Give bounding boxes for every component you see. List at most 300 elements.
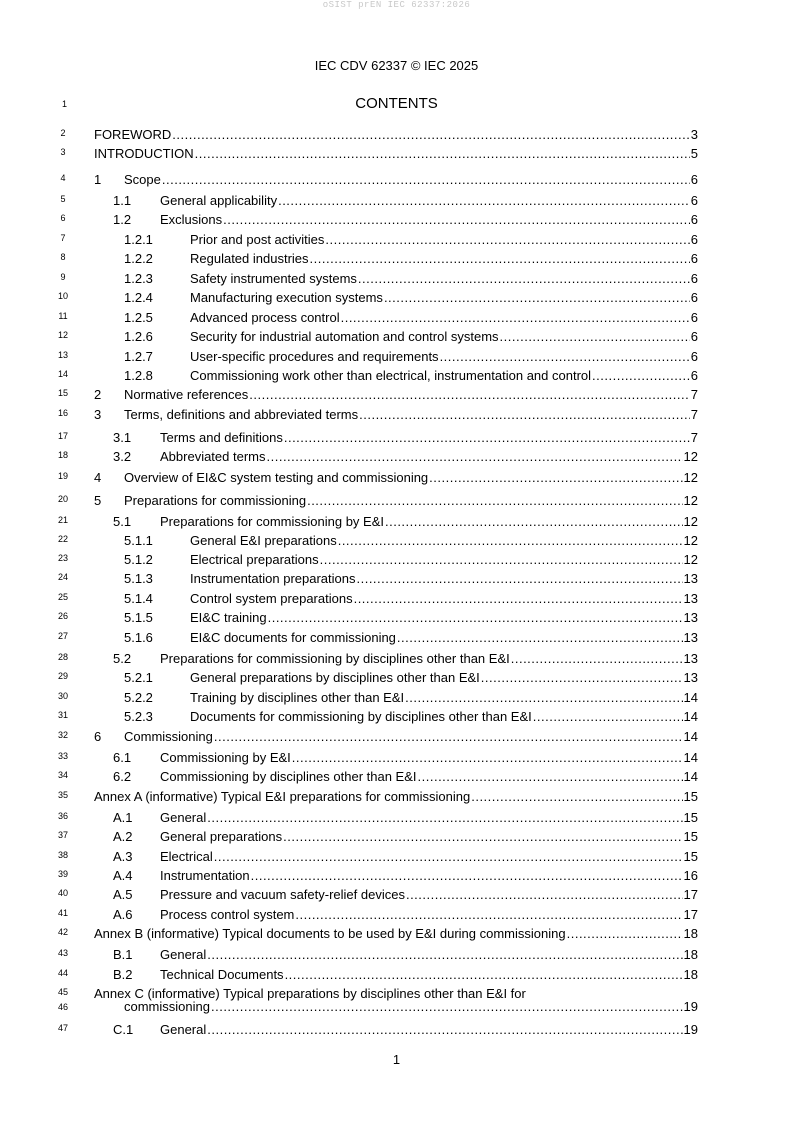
line-number: 35 (57, 790, 68, 800)
toc-entry-page: 15 (683, 849, 698, 864)
toc-entry-page: 18 (683, 967, 698, 982)
toc-link[interactable] (94, 786, 698, 804)
line-number: 2 (60, 128, 66, 138)
toc-entry-number: 3.1 (113, 430, 132, 445)
toc-entry-title: Prior and post activities (190, 232, 325, 247)
toc-link[interactable] (113, 884, 698, 902)
toc-entry-number: 5.1.4 (124, 591, 153, 606)
dot-leader (356, 571, 682, 586)
dot-leader (511, 651, 683, 666)
dot-leader (500, 329, 690, 344)
toc-entry-title: Safety instrumented systems (190, 271, 357, 286)
toc-link[interactable] (94, 124, 698, 142)
toc-link[interactable] (124, 706, 698, 724)
contents-title: CONTENTS (355, 95, 438, 112)
line-number: 8 (60, 252, 66, 262)
toc-entry (0, 248, 793, 268)
dot-leader (172, 127, 689, 142)
toc-entry-number: 1.2.6 (124, 329, 153, 344)
toc-entry (0, 404, 793, 424)
toc-entry (0, 365, 793, 385)
line-number: 19 (57, 471, 68, 481)
toc-link[interactable] (113, 190, 698, 208)
toc-link[interactable] (94, 384, 698, 402)
toc-entry (0, 766, 793, 786)
toc-entry-title: Control system preparations (190, 591, 353, 606)
dot-leader (310, 251, 690, 266)
toc-entry-number: 5.1.3 (124, 571, 153, 586)
toc-entry (0, 846, 793, 866)
toc-link[interactable] (113, 427, 698, 445)
line-number: 33 (57, 751, 68, 761)
toc-entry (0, 807, 793, 827)
toc-entry-title: Instrumentation (160, 868, 250, 883)
toc-link[interactable] (124, 607, 698, 625)
toc-entry-page: 6 (690, 193, 698, 208)
toc-entry (0, 588, 793, 608)
toc-link[interactable] (113, 826, 698, 844)
toc-entry-page: 14 (683, 690, 698, 705)
toc-entry-title: Overview of EI&C system testing and commissioning (124, 470, 429, 485)
toc-entry-number: 1.2.1 (124, 232, 153, 247)
dot-leader (418, 769, 683, 784)
toc-link[interactable] (113, 648, 698, 666)
toc-entry-title: General (160, 810, 207, 825)
line-number: 34 (57, 770, 68, 780)
toc-entry-page: 5 (690, 146, 698, 161)
toc-entry-page: 14 (683, 750, 698, 765)
page-number: 1 (392, 1052, 401, 1067)
toc-link[interactable] (113, 807, 698, 825)
toc-entry-number: 1.2.2 (124, 251, 153, 266)
line-number: 29 (57, 671, 68, 681)
toc-entry-number: 1.2.8 (124, 368, 153, 383)
toc-entry-title: Terms, definitions and abbreviated terms (124, 407, 359, 422)
toc-entry-page: 12 (683, 493, 698, 508)
dot-leader (283, 829, 682, 844)
toc-entry-page: 13 (683, 571, 698, 586)
line-number: 14 (57, 369, 68, 379)
toc-entry-page: 6 (690, 329, 698, 344)
toc-entry-page: 7 (690, 430, 698, 445)
toc-link[interactable] (113, 747, 698, 765)
dot-leader (405, 690, 682, 705)
toc-entry-page: 14 (683, 729, 698, 744)
line-number: 15 (57, 388, 68, 398)
line-number: 46 (57, 1002, 68, 1012)
line-number: 10 (57, 291, 68, 301)
toc-entry-number: A.4 (113, 868, 133, 883)
toc-link[interactable] (113, 446, 698, 464)
line-number: 38 (57, 850, 68, 860)
toc-entry-page: 13 (683, 630, 698, 645)
dot-leader (384, 290, 690, 305)
toc-entry-page: 19 (683, 999, 698, 1014)
toc-entry-page: 6 (690, 290, 698, 305)
toc-link[interactable] (113, 209, 698, 227)
dot-leader (223, 212, 690, 227)
toc-entry-page: 7 (690, 387, 698, 402)
toc-entry-title: FOREWORD (94, 127, 172, 142)
toc-link[interactable] (94, 923, 698, 941)
toc-entry-number: A.5 (113, 887, 133, 902)
toc-link[interactable] (113, 1019, 698, 1037)
toc-entry-title: Electrical preparations (190, 552, 319, 567)
toc-entry (0, 490, 793, 510)
line-number: 3 (60, 147, 66, 157)
toc-link[interactable] (113, 944, 698, 962)
dot-leader (354, 591, 683, 606)
line-number: 21 (57, 515, 68, 525)
line-number: 37 (57, 830, 68, 840)
toc-entry-page: 12 (683, 449, 698, 464)
line-number: 5 (60, 194, 66, 204)
toc-link[interactable] (113, 846, 698, 864)
toc-entry (0, 627, 793, 647)
toc-entry-title: General (160, 1022, 207, 1037)
line-number: 18 (57, 450, 68, 460)
toc-entry-title: Manufacturing execution systems (190, 290, 383, 305)
line-number: 20 (57, 494, 68, 504)
dot-leader (249, 387, 689, 402)
toc-entry-title: Annex A (informative) Typical E&I preparations for commissioning (94, 789, 471, 804)
toc-entry-title: Process control system (160, 907, 295, 922)
toc-entry-number: 5.2 (113, 651, 132, 666)
dot-leader (385, 514, 683, 529)
toc-entry-page: 6 (690, 349, 698, 364)
toc-entry-number: 1.2.4 (124, 290, 153, 305)
dot-leader (397, 630, 683, 645)
toc-entry (0, 687, 793, 707)
toc-entry-page: 12 (683, 552, 698, 567)
toc-entry-page: 13 (683, 651, 698, 666)
dot-leader (295, 907, 682, 922)
dot-leader (268, 610, 683, 625)
toc-link[interactable] (124, 346, 698, 364)
toc-entry-number: A.6 (113, 907, 133, 922)
toc-entry-number: 3 (94, 407, 102, 422)
dot-leader (481, 670, 683, 685)
toc-entry-title: Training by disciplines other than E&I (190, 690, 405, 705)
toc-entry-title: Documents for commissioning by disciplines other than E&I (190, 709, 532, 724)
toc-entry-number: 1.2 (113, 212, 132, 227)
toc-entry-page: 3 (690, 127, 698, 142)
toc-entry-title: Electrical (160, 849, 213, 864)
line-number: 27 (57, 631, 68, 641)
dot-leader (338, 533, 683, 548)
toc-entry-title: Scope (124, 172, 161, 187)
toc-link[interactable] (124, 687, 698, 705)
toc-entry-number: 6.2 (113, 769, 132, 784)
toc-entry-page: 6 (690, 271, 698, 286)
toc-entry (0, 648, 793, 668)
toc-entry (0, 826, 793, 846)
line-number: 9 (60, 272, 66, 282)
toc-entry-title: Commissioning by E&I (160, 750, 291, 765)
toc-entry (0, 169, 793, 189)
toc-link[interactable] (113, 865, 698, 883)
toc-entry (0, 209, 793, 229)
line-number: 13 (57, 350, 68, 360)
toc-entry-page: 17 (683, 887, 698, 902)
line-number: 28 (57, 652, 68, 662)
dot-leader (211, 999, 683, 1014)
toc-entry-page: 6 (690, 212, 698, 227)
toc-entry-page: 15 (683, 829, 698, 844)
line-number: 4 (60, 173, 66, 183)
toc-entry-title: General (160, 947, 207, 962)
toc-entry-title: Commissioning (124, 729, 213, 744)
line-number: 25 (57, 592, 68, 602)
toc-link[interactable] (124, 326, 698, 344)
toc-link[interactable] (94, 726, 698, 744)
dot-leader (251, 868, 683, 883)
line-number: 32 (57, 730, 68, 740)
toc-entry-page: 18 (683, 926, 698, 941)
toc-entry-title: General preparations by disciplines other than E&I (190, 670, 480, 685)
dot-leader (325, 232, 689, 247)
toc-entry (0, 904, 793, 924)
line-number: 47 (57, 1023, 68, 1033)
toc-entry-page: 13 (683, 670, 698, 685)
toc-entry-page: 6 (690, 172, 698, 187)
toc-entry (0, 346, 793, 366)
toc-entry-number: B.2 (113, 967, 133, 982)
dot-leader (207, 810, 682, 825)
dot-leader (284, 430, 690, 445)
line-number: 24 (57, 572, 68, 582)
line-number: 39 (57, 869, 68, 879)
toc-entry-title: Normative references (124, 387, 249, 402)
toc-entry-title: Annex B (informative) Typical documents to be used by E&I during commissioning (94, 926, 566, 941)
line-number: 1 (62, 99, 68, 109)
toc-entry-page: 15 (683, 810, 698, 825)
toc-entry-title: Pressure and vacuum safety-relief devices (160, 887, 405, 902)
toc-link[interactable] (124, 667, 698, 685)
toc-entry-page: 6 (690, 232, 698, 247)
toc-entry (0, 384, 793, 404)
toc-link[interactable] (124, 627, 698, 645)
toc-entry (0, 530, 793, 550)
dot-leader (207, 1022, 682, 1037)
toc-link[interactable] (124, 229, 698, 247)
toc-entry-page: 12 (683, 514, 698, 529)
toc-entry-page: 16 (683, 868, 698, 883)
toc-entry-page: 13 (683, 591, 698, 606)
toc-entry-page: 12 (683, 533, 698, 548)
toc-entry-number: B.1 (113, 947, 133, 962)
toc-entry-number: 1.2.5 (124, 310, 153, 325)
toc-entry-number: 5.1.1 (124, 533, 153, 548)
dot-leader (471, 789, 682, 804)
toc-entry-title: EI&C training (190, 610, 267, 625)
toc-entry-title: General applicability (160, 193, 278, 208)
toc-entry-number: A.1 (113, 810, 133, 825)
toc-entry-number: 2 (94, 387, 102, 402)
toc-link[interactable] (94, 404, 698, 422)
toc-entry-page: 6 (690, 368, 698, 383)
toc-entry-title: EI&C documents for commissioning (190, 630, 396, 645)
toc-entry (0, 747, 793, 767)
dot-leader (267, 449, 683, 464)
line-number: 31 (57, 710, 68, 720)
toc-entry-title: Exclusions (160, 212, 223, 227)
line-number: 36 (57, 811, 68, 821)
toc-entry-page: 14 (683, 709, 698, 724)
toc-link[interactable] (124, 996, 698, 1014)
toc-entry-number: 5.2.3 (124, 709, 153, 724)
toc-link[interactable] (113, 511, 698, 529)
toc-entry-page: 17 (683, 907, 698, 922)
toc-entry (0, 865, 793, 885)
toc-entry (0, 326, 793, 346)
dot-leader (358, 271, 690, 286)
toc-entry-number: 6.1 (113, 750, 132, 765)
toc-link[interactable] (94, 490, 698, 508)
dot-leader (592, 368, 690, 383)
dot-leader (207, 947, 682, 962)
toc-entry-title: commissioning (124, 999, 210, 1014)
toc-entry-page: 12 (683, 470, 698, 485)
toc-entry-number: 1.2.3 (124, 271, 153, 286)
toc-entry-number: 3.2 (113, 449, 132, 464)
toc-entry-page: 14 (683, 769, 698, 784)
toc-entry-title: Technical Documents (160, 967, 284, 982)
toc-entry-title: Abbreviated terms (160, 449, 266, 464)
toc-entry-number: 5.1.2 (124, 552, 153, 567)
toc-entry (0, 923, 793, 943)
toc-entry-title: Security for industrial automation and control systems (190, 329, 499, 344)
line-number: 44 (57, 968, 68, 978)
toc-entry (0, 467, 793, 487)
toc-entry (0, 726, 793, 746)
line-number: 11 (58, 311, 68, 321)
toc-entry-title: Regulated industries (190, 251, 309, 266)
toc-entry-title: Preparations for commissioning by disciplines other than E&I (160, 651, 510, 666)
toc-entry (0, 964, 793, 984)
toc-link[interactable] (124, 268, 698, 286)
toc-entry (0, 568, 793, 588)
toc-entry-number: 5.1.6 (124, 630, 153, 645)
toc-entry (0, 229, 793, 249)
dot-leader (307, 493, 682, 508)
toc-entry-page: 19 (683, 1022, 698, 1037)
dot-leader (429, 470, 682, 485)
dot-leader (214, 849, 683, 864)
line-number: 45 (57, 987, 68, 997)
toc-entry (0, 143, 793, 163)
toc-entry-number: A.2 (113, 829, 133, 844)
toc-link[interactable] (113, 964, 698, 982)
toc-entry-number: 5.2.2 (124, 690, 153, 705)
dot-leader (406, 887, 683, 902)
toc-entry-page: 15 (683, 789, 698, 804)
toc-entry (0, 983, 793, 1019)
toc-entry (0, 607, 793, 627)
toc-entry (0, 706, 793, 726)
line-number: 17 (57, 431, 68, 441)
toc-link[interactable] (113, 766, 698, 784)
line-number: 30 (57, 691, 68, 701)
dot-leader (341, 310, 690, 325)
line-number: 43 (57, 948, 68, 958)
toc-entry (0, 124, 793, 144)
toc-entry-title: Annex C (informative) Typical preparations by disciplines other than E&I for (94, 986, 526, 1001)
toc-entry-number: 1.2.7 (124, 349, 153, 364)
toc-entry-page: 13 (683, 610, 698, 625)
toc-link[interactable] (124, 365, 698, 383)
toc-entry-title: General E&I preparations (190, 533, 337, 548)
toc-entry-title: INTRODUCTION (94, 146, 194, 161)
line-number: 26 (57, 611, 68, 621)
line-number: 42 (57, 927, 68, 937)
line-number: 23 (57, 553, 68, 563)
toc-entry-number: 1.1 (113, 193, 132, 208)
line-number: 12 (57, 330, 68, 340)
toc-link[interactable] (113, 904, 698, 922)
line-number: 16 (57, 408, 68, 418)
dot-leader (320, 552, 683, 567)
toc-link[interactable] (124, 549, 698, 567)
toc-link[interactable] (124, 568, 698, 586)
toc-entry (0, 944, 793, 964)
watermark: oSIST prEN IEC 62337:2026 (322, 0, 471, 10)
toc-entry (0, 786, 793, 806)
toc-entry (0, 287, 793, 307)
line-number: 7 (60, 233, 66, 243)
toc-link[interactable] (124, 248, 698, 266)
toc-entry (0, 446, 793, 466)
toc-entry-title: Commissioning by disciplines other than E&I (160, 769, 417, 784)
dot-leader (292, 750, 683, 765)
toc-entry (0, 427, 793, 447)
toc-link[interactable] (94, 467, 698, 485)
toc-entry-number: 5 (94, 493, 102, 508)
toc-link[interactable] (124, 287, 698, 305)
dot-leader (214, 729, 683, 744)
toc-entry-number: C.1 (113, 1022, 134, 1037)
toc-entry (0, 884, 793, 904)
toc-entry (0, 511, 793, 531)
line-number: 40 (57, 888, 68, 898)
page-header: IEC CDV 62337 © IEC 2025 (314, 58, 479, 73)
toc-entry-number: 5.1 (113, 514, 132, 529)
toc-entry-page: 6 (690, 310, 698, 325)
toc-entry-page: 18 (683, 947, 698, 962)
toc-link[interactable] (124, 307, 698, 325)
dot-leader (278, 193, 690, 208)
toc-entry-number: 5.1.5 (124, 610, 153, 625)
toc-link[interactable] (94, 143, 698, 161)
toc-entry-number: 6 (94, 729, 102, 744)
toc-entry (0, 268, 793, 288)
dot-leader (440, 349, 690, 364)
line-number: 41 (57, 908, 68, 918)
toc-entry (0, 307, 793, 327)
dot-leader (195, 146, 690, 161)
dot-leader (285, 967, 683, 982)
toc-entry (0, 549, 793, 569)
toc-entry-title: Advanced process control (190, 310, 340, 325)
toc-link[interactable] (124, 588, 698, 606)
toc-entry-title: User-specific procedures and requirements (190, 349, 439, 364)
dot-leader (359, 407, 690, 422)
toc-link[interactable] (94, 169, 698, 187)
toc-link[interactable] (124, 530, 698, 548)
line-number: 22 (57, 534, 68, 544)
toc-entry (0, 190, 793, 210)
dot-leader (533, 709, 683, 724)
